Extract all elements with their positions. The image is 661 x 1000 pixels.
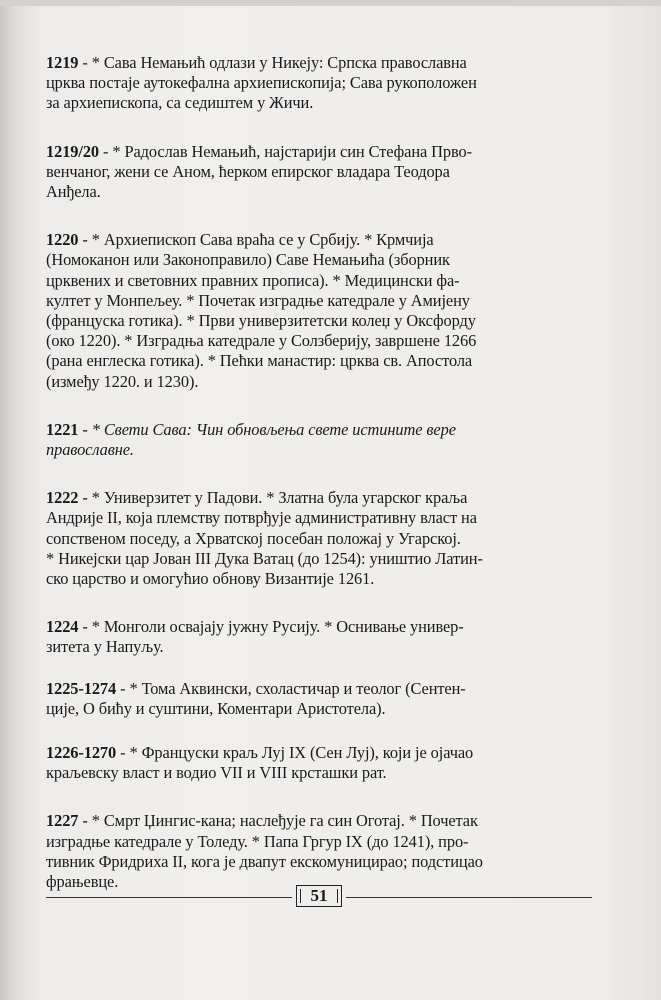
entry-1227: 1227 - * Смрт Џингис-кана; наслеђује га син Оготај. * Почетак изградње катедрале у Толеду. * Папа Гргур IX (до 1241), про- тивник Фридриха II, кога је двапут екскомуницирао; подстицао фрањевце.	[46, 811, 483, 892]
chronology-text	[46, 53, 592, 892]
entry-year: 1224	[46, 617, 79, 637]
entry-year: 1219	[46, 53, 79, 72]
entry-year: 1219/20	[46, 141, 100, 161]
entry-year: 1222	[46, 488, 79, 508]
entry-year: 1221	[46, 419, 79, 439]
entry-1224: 1224 - * Монголи освајају јужну Русију. * Оснивање универ- зитета у Напуљу.	[46, 617, 464, 657]
footer-rule-right	[346, 897, 592, 898]
page-number: 51	[296, 885, 342, 907]
entry-year: 1227	[46, 811, 79, 831]
entry-1221: 1221 - * Свети Сава: Чин обновљења свете истините вере православне.	[46, 419, 456, 460]
entry-1220: 1220 - * Архиепископ Сава враћа се у Србију. * Крмчија (Номоканон или Законоправило) Саве Немањића (зборник црквених и световних правних прописа). * Медицински фа- култет у Монпељеу. * Почетак изградње катедрале у Амијену (француска готика). * Први универзитетски колеџ у Оксфорду (око 1220). * Изградња катедрале у Солзберију, завршене 1266 (рана енглеска готика). * Пећки манастир: црква св. Апостола (између 1220. и 1230).	[46, 230, 477, 391]
scan-edge	[0, 0, 661, 6]
entry-year: 1226-1270	[46, 743, 117, 763]
entry-1219: 1219 - * Сава Немањић одлази у Никеју: Српска православна црква постаје аутокефална архиепископија; Сава рукоположен за архиепископа, са седиштем у Жичи.	[46, 53, 477, 113]
footer-rule-left	[46, 897, 292, 898]
entry-1225-1274: 1225-1274 - * Тома Аквински, схоластичар и теолог (Сентен- ције, О бићу и суштини, Коментари Аристотела).	[46, 678, 466, 718]
entry-year: 1225-1274	[46, 678, 117, 698]
entry-1219-20: 1219/20 - * Радослав Немањић, најстарији син Стефана Прво- венчаног, жени се Аном, ћерком епирског владара Теодора Анђела.	[46, 141, 472, 202]
entry-1222: 1222 - * Универзитет у Падови. * Златна була угарског краља Андрије II, која племству потврђује административну власт на сопственом поседу, а Хрватској посебан положај у Угарској. * Никејски цар Јован III Дука Ватац (до 1254): уништио Латин- ско царство и омогућио обнову Византије 1261.	[46, 488, 483, 589]
page-footer	[46, 885, 592, 909]
entry-year: 1220	[46, 230, 79, 250]
entry-1226-1270: 1226-1270 - * Француски краљ Луј IX (Сен Луј), који је ојачао краљевску власт и водио VII и VIII крсташки рат.	[46, 743, 474, 783]
